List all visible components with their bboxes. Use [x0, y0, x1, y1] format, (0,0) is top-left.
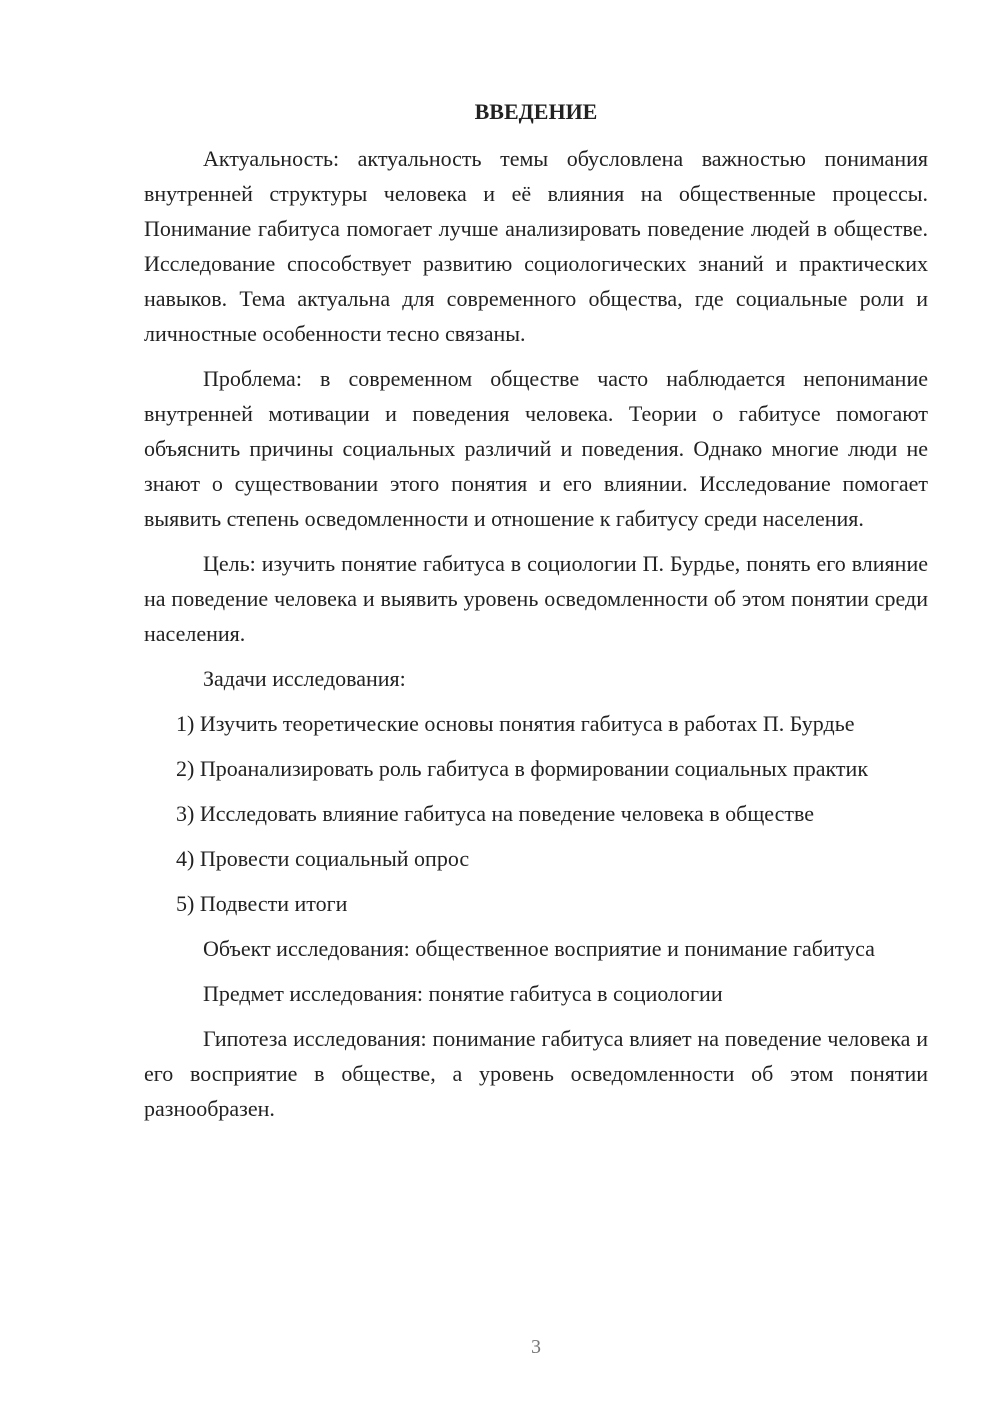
paragraph-hypothesis: Гипотеза исследования: понимание габитуса влияет на поведение человека и его восприятие в обществе, а уровень осведомленности об этом понятии разнообразен. [144, 1026, 928, 1121]
paragraph-relevance: Актуальность: актуальность темы обусловлена важностью понимания внутренней структуры человека и её влияния на общественные процессы. Понимание габитуса помогает лучше анализировать поведение людей в обществе. Исследование способствует развитию социологических знаний и практических навыков. Тема актуальна для современного общества, где социальные роли и личностные особенности тесно связаны. [144, 146, 928, 346]
task-item: 2) Проанализировать роль габитуса в формировании социальных практик [176, 756, 869, 781]
task-item: 5) Подвести итоги [176, 891, 348, 916]
section-title: ВВЕДЕНИЕ [474, 99, 598, 124]
paragraph-object: Объект исследования: общественное восприятие и понимание габитуса [203, 936, 875, 961]
paragraph-subject: Предмет исследования: понятие габитуса в социологии [203, 981, 723, 1006]
paragraph-goal: Цель: изучить понятие габитуса в социологии П. Бурдье, понять его влияние на поведение человека и выявить уровень осведомленности об этом понятии среди населения. [144, 551, 928, 646]
document-body [144, 94, 928, 1136]
tasks-list [144, 706, 928, 921]
paragraph-problem: Проблема: в современном обществе часто наблюдается непонимание внутренней мотивации и поведения человека. Теории о габитусе помогают объяснить причины социальных различий и поведения. Однако многие люди не знают о существовании этого понятия и его влиянии. Исследование помогает выявить степень осведомленности и отношение к габитусу среди населения. [144, 366, 928, 531]
page-number: 3 [531, 1336, 541, 1358]
task-item: 3) Исследовать влияние габитуса на поведение человека в обществе [176, 801, 814, 826]
task-item: 1) Изучить теоретические основы понятия габитуса в работах П. Бурдье [176, 711, 855, 736]
paragraph-tasks-heading: Задачи исследования: [203, 666, 406, 691]
task-item: 4) Провести социальный опрос [176, 846, 470, 871]
